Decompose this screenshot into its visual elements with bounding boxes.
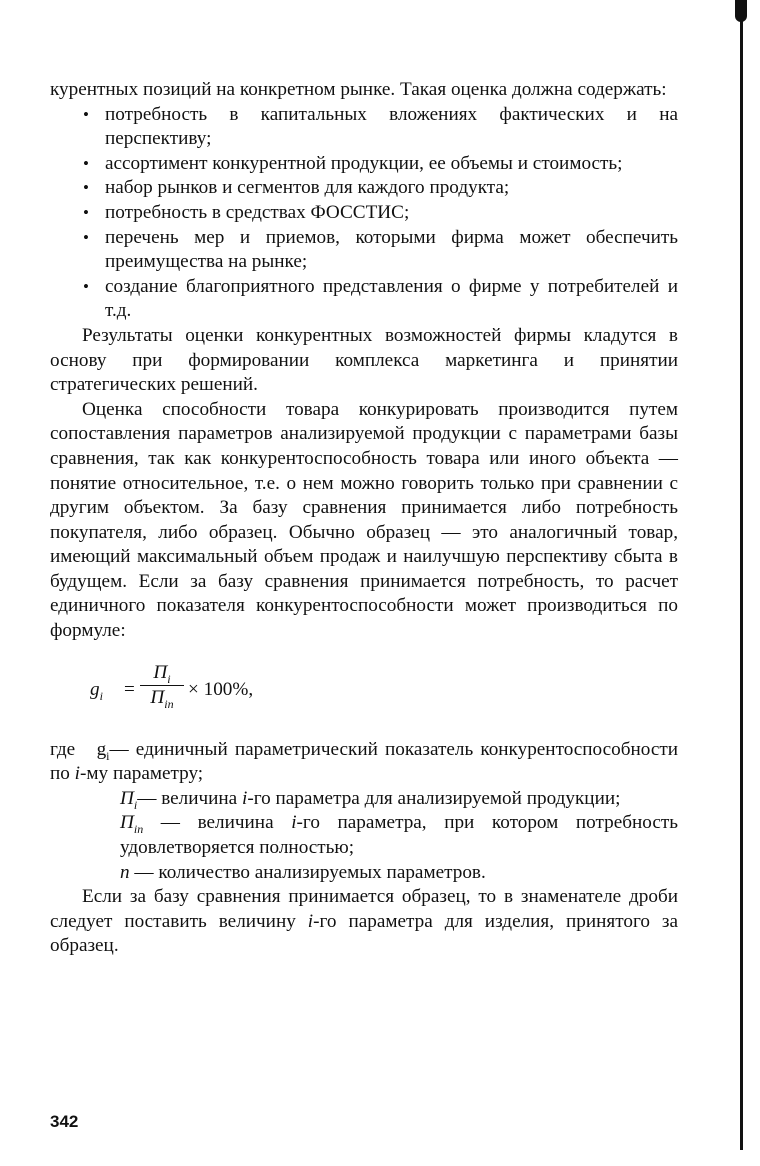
page-body (50, 78, 678, 959)
definition-row: n — количество анализируемых параметров. (120, 861, 486, 883)
page-number: 342 (50, 1112, 79, 1131)
paragraph-assessment: Оценка способности товара конкурировать производится путем сопоставления параметров анализируемой продукции с параметрами базы сравнения, так как конкурентоспособность товара или иного объекта — понятие относительное, т.е. о нем можно говорить только при сравнении с другим объектом. За базу сравнения принимается либо потребность покупателя, либо образец. Обычно образец — это аналогичный товар, имеющий максимальный объем продаж и наилучшую перспективу сбыта в будущем. Если за базу сравнения принимается потребность, то расчет единичного показателя конкурентоспособности может производиться по формуле: (50, 398, 678, 642)
list-item: • потребность в средствах ФОССТИС; (50, 201, 678, 226)
bullet-list (50, 103, 678, 324)
formula-numerator: $П_i$ (153, 661, 171, 686)
formula (50, 658, 678, 724)
list-item: • ассортимент конкурентной продукции, ее объемы и стоимость; (50, 152, 678, 177)
bullet-icon: • (83, 153, 89, 173)
bullet-icon: • (83, 178, 89, 198)
list-item: • набор рынков и сегментов для каждого продукта; (50, 176, 678, 201)
list-item: • перечень мер и приемов, которыми фирма может обеспечить преимущества на рынке; (83, 226, 678, 273)
definition-symbol: $П_i$ (120, 787, 138, 812)
list-item: • потребность в капитальных вложениях фактических и на перспективу; (83, 103, 678, 150)
bullet-icon: • (83, 104, 89, 124)
bullet-icon: • (83, 227, 89, 247)
definition-symbol: n (120, 861, 130, 883)
bullet-icon: • (83, 202, 89, 222)
page-edge-line (740, 0, 743, 1150)
formula-denominator: $П_{in}$ (150, 686, 174, 711)
list-item: • создание благоприятного представления о фирме у потребителей и т.д. (83, 275, 678, 322)
definitions (50, 738, 678, 886)
paragraph-sample: Если за базу сравнения принимается образец, то в знаменателе дроби следует поставить величину i-го параметра для изделия, принятого за образец. (50, 886, 678, 957)
definition-row: $П_i—$ величина i-го параметра для анализируемой продукции; (120, 787, 621, 812)
formula-fraction (140, 662, 184, 709)
intro-paragraph: курентных позиций на конкретном рынке. Такая оценка должна содержать: (50, 79, 667, 100)
formula-multiplier: × 100%, (188, 678, 254, 700)
paragraph-results: Результаты оценки конкурентных возможностей фирмы кладутся в основу при формировании комплекса маркетинга и принятии стратегических решений. (50, 324, 678, 396)
where-label: где (50, 738, 76, 760)
definition-symbol: $g_i$ (96, 738, 110, 763)
bullet-icon: • (83, 276, 89, 296)
formula-lhs: $g_i$ (90, 678, 103, 703)
definition-row: $П_{in}$ — величина i-го параметра, при котором потребность удовлетворяется полностью; (120, 812, 678, 859)
formula-equals: = (124, 678, 135, 700)
definition-symbol: $П_{in}$ (120, 812, 144, 837)
fraction-bar (140, 685, 184, 686)
definition-row: где $g_i—$ единичный параметрический показатель конкурентоспособности по i-му параметру; (50, 738, 679, 785)
page-edge-tip (735, 0, 747, 22)
